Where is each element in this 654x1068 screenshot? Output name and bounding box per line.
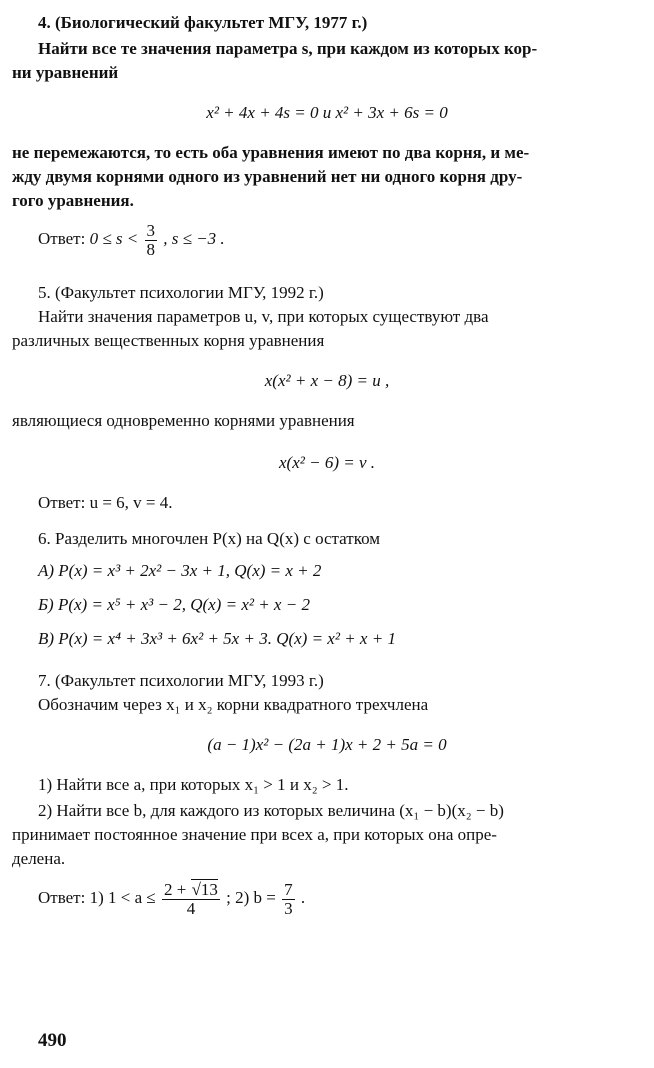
problem-7-answer bbox=[38, 878, 305, 918]
answer-label: Ответ: bbox=[38, 888, 86, 907]
problem-7-question-2: 2) Найти все b, для каждого из которых величина (x₁ − b)(x₂ − b) bbox=[38, 801, 504, 820]
problem-5-header: 5. (Факультет психологии МГУ, 1992 г.) bbox=[38, 283, 324, 302]
answer-label: Ответ: bbox=[38, 229, 86, 248]
fraction-numerator: 7 bbox=[284, 879, 293, 899]
problem-4-text: гого уравнения. bbox=[12, 191, 134, 210]
problem-5-answer: Ответ: u = 6, v = 4. bbox=[38, 493, 173, 512]
problem-6-item-b: Б) P(x) = x⁵ + x³ − 2, Q(x) = x² + x − 2 bbox=[38, 595, 310, 614]
fraction-denominator: 4 bbox=[186, 898, 196, 918]
problem-5-text: являющиеся одновременно корнями уравнения bbox=[12, 411, 355, 430]
problem-6-item-c: В) P(x) = x⁴ + 3x³ + 6x² + 5x + 3. Q(x) = x² + x + 1 bbox=[38, 629, 396, 648]
problem-5-text: Найти значения параметров u, v, при которых существуют два bbox=[38, 307, 489, 326]
problem-4-header: 4. (Биологический факультет МГУ, 1977 г.) bbox=[38, 13, 368, 32]
problem-4-text: жду двумя корнями одного из уравнений нет ни одного корня дру- bbox=[12, 167, 523, 186]
problem-7-question-1: 1) Найти все a, при которых x₁ > 1 и x₂ > 1. bbox=[38, 775, 349, 794]
numerator-text: 2 + bbox=[163, 879, 187, 899]
problem-4-answer bbox=[38, 219, 225, 259]
problem-4-text: ни уравнений bbox=[12, 63, 119, 82]
problem-5-equation-2: x(x² − 6) = v . bbox=[279, 453, 375, 472]
problem-6-item-a: А) P(x) = x³ + 2x² − 3x + 1, Q(x) = x + 2 bbox=[38, 561, 322, 580]
answer-text: . bbox=[300, 888, 306, 907]
problem-6-header: 6. Разделить многочлен P(x) на Q(x) с остатком bbox=[38, 529, 381, 548]
answer-text: 1) 1 < a ≤ bbox=[89, 888, 156, 907]
fraction-numerator: 3 bbox=[146, 220, 156, 240]
answer-text: 0 ≤ s < bbox=[89, 229, 139, 248]
fraction-denominator: 3 bbox=[284, 898, 293, 918]
fraction-numerator bbox=[162, 881, 220, 900]
problem-4-text: не перемежаются, то есть оба уравнения имеют по два корня, и ме- bbox=[12, 143, 530, 162]
answer-text: ; 2) b = bbox=[226, 888, 276, 907]
problem-5-text: различных вещественных корня уравнения bbox=[12, 331, 325, 350]
problem-7-equation: (a − 1)x² − (2a + 1)x + 2 + 5a = 0 bbox=[207, 735, 447, 754]
problem-7-text: принимает постоянное значение при всех a, при которых она опре- bbox=[12, 825, 497, 844]
problem-4-text: Найти все те значения параметра s, при каждом из которых кор- bbox=[38, 39, 538, 58]
fraction-denominator: 8 bbox=[146, 239, 156, 259]
problem-5-equation-1: x(x² + x − 8) = u , bbox=[264, 371, 390, 390]
sqrt-term: √13 bbox=[191, 879, 218, 899]
problem-4-equation: x² + 4x + 4s = 0 и x² + 3x + 6s = 0 bbox=[206, 103, 448, 122]
problem-7-header: 7. (Факультет психологии МГУ, 1993 г.) bbox=[38, 671, 324, 690]
fraction bbox=[145, 222, 158, 259]
answer-text: , s ≤ −3 . bbox=[163, 229, 225, 248]
fraction bbox=[162, 881, 220, 918]
problem-7-text: делена. bbox=[12, 849, 66, 868]
fraction bbox=[282, 881, 295, 918]
page-number: 490 bbox=[38, 1030, 67, 1051]
problem-7-text: Обозначим через x₁ и x₂ корни квадратного трехчлена bbox=[38, 695, 429, 714]
